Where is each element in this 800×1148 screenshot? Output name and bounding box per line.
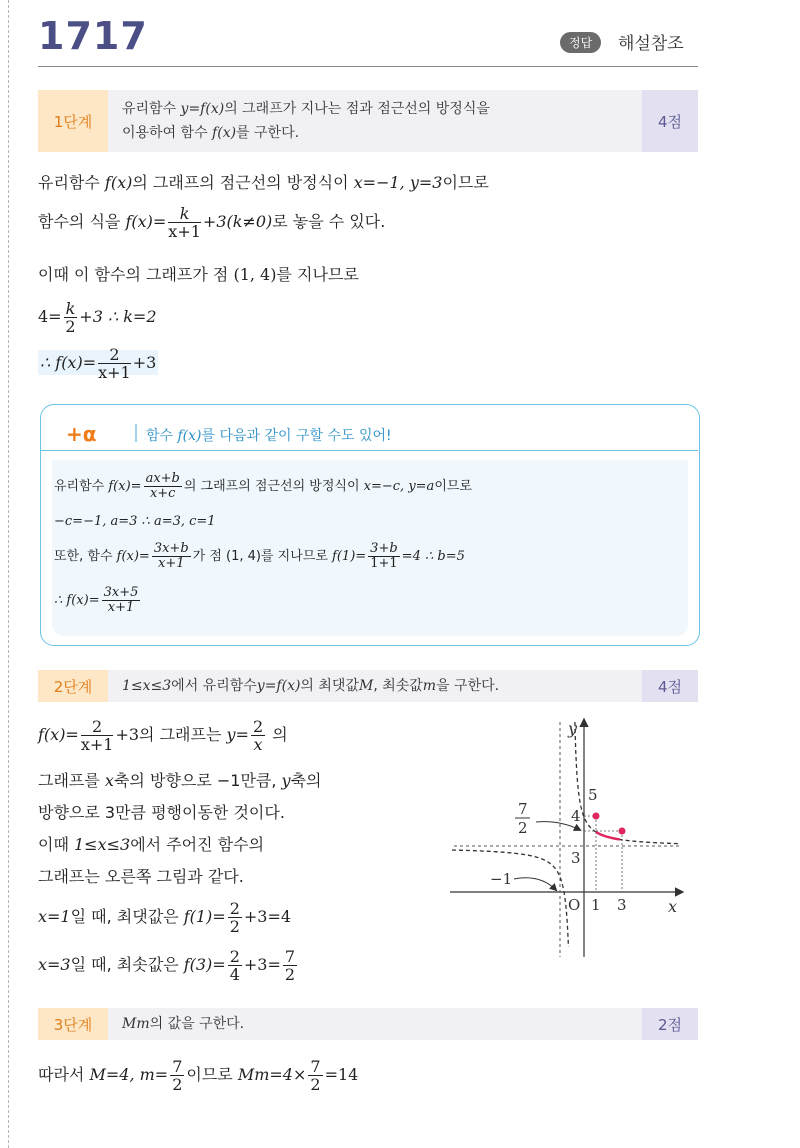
step3-bar (38, 1008, 698, 1040)
sol1-result (38, 346, 158, 381)
math: x=1 (38, 907, 71, 926)
text: 이므로 (186, 1065, 238, 1084)
text: 이므로 (434, 479, 472, 494)
math: +3 (132, 353, 157, 372)
step1-desc-math: f(x) (212, 125, 237, 141)
fraction (283, 948, 297, 983)
fraction (368, 542, 400, 571)
text: 함수의 식을 (38, 212, 126, 231)
step2-bar (38, 670, 698, 702)
sol1-line3 (38, 262, 359, 285)
denominator: x+1 (157, 556, 185, 571)
text: 에서 유리함수 (171, 678, 257, 694)
step3-points: 2점 (642, 1008, 698, 1040)
denominator: 2 (172, 1075, 183, 1094)
math: y=f(x) (256, 678, 301, 694)
math: +3(k≠0) (202, 212, 273, 231)
fraction (102, 586, 141, 615)
text: 에서 주어진 함수의 (130, 835, 265, 854)
answer-reference: 해설참조 (618, 34, 684, 54)
math: =14 (324, 1065, 359, 1084)
text: 가 점 (1, 4)를 지나므로 (192, 549, 333, 564)
curve-left-branch (452, 850, 568, 947)
math: y (281, 771, 291, 790)
math: −c=−1, a=3 ∴ a=3, c=1 (54, 514, 216, 529)
denominator: 4 (229, 965, 240, 984)
tick-y3: 3 (571, 849, 581, 867)
math: +3 ∴ k=2 (79, 307, 157, 326)
numerator: 2 (81, 718, 114, 736)
math: +3= (243, 955, 281, 974)
step1-bar (38, 90, 698, 152)
tip-line4 (54, 586, 142, 615)
denominator: x+1 (98, 363, 131, 382)
text: 의 값을 구한다. (149, 1016, 245, 1032)
answer-badge: 정답 (560, 32, 601, 53)
numerator: 2 (229, 947, 240, 966)
text: 를 다음과 같이 구할 수도 있어! (201, 428, 392, 444)
fraction (152, 542, 191, 571)
text: , 최솟값 (373, 678, 423, 694)
fraction (168, 205, 201, 240)
denominator: x+1 (80, 735, 114, 754)
tick-y5: 5 (588, 786, 598, 804)
x-axis-label: x (668, 897, 678, 916)
text: 의 (267, 725, 288, 744)
tip-line1 (54, 472, 472, 501)
math: 4= (38, 307, 62, 326)
math: Mm (122, 1016, 150, 1032)
denominator: x+c (149, 486, 176, 501)
page-margin-guide (8, 0, 9, 1148)
math: M=4, m= (89, 1065, 169, 1084)
math: f(x) (177, 428, 202, 444)
math: x=−c, y=a (363, 479, 435, 494)
math: f(1)= (183, 907, 226, 926)
text: 이므로 (442, 173, 489, 192)
result-highlight (38, 345, 158, 382)
text: 축의 방향으로 −1만큼, (113, 771, 282, 790)
header-divider (38, 66, 698, 67)
numerator: 2 (98, 346, 131, 364)
sol2-line7 (38, 948, 299, 983)
label-frac-den: 2 (518, 819, 528, 837)
function-graph (440, 712, 690, 962)
fraction (98, 346, 131, 381)
numerator: 3+b (370, 541, 398, 556)
tick-x3: 3 (617, 896, 627, 914)
step1-desc-math: y=f(x) (180, 101, 225, 117)
math: f(1)= (332, 549, 367, 564)
math: =4 ∴ b=5 (401, 549, 465, 564)
denominator: 2 (310, 1075, 321, 1094)
step1-label: 1단계 (38, 90, 108, 152)
math: f(x) (104, 173, 133, 192)
step1-desc-text: 이용하여 함수 (122, 125, 213, 141)
numerator: 7 (284, 947, 296, 966)
math: +3 (115, 725, 140, 744)
problem-number: 1717 (38, 14, 148, 58)
math: ∴ f(x)= (40, 353, 97, 372)
label-frac-num: 7 (518, 800, 528, 818)
math: x=−1, y=3 (353, 173, 443, 192)
numerator: 7 (310, 1057, 321, 1076)
text: 일 때, 최솟값은 (70, 955, 184, 974)
tip-line3 (54, 542, 465, 571)
sol2-line4 (38, 832, 264, 855)
label-neg1: −1 (490, 870, 513, 888)
text: 축의 (290, 771, 322, 790)
fraction (144, 472, 182, 501)
fraction (81, 718, 114, 753)
text: 의 그래프는 (139, 725, 227, 744)
step2-points: 4점 (642, 670, 698, 702)
sol2-line5: 그래프는 오른쪽 그림과 같다. (38, 867, 244, 886)
math: Mm=4× (237, 1065, 307, 1084)
sol2-line6 (38, 900, 291, 935)
denominator: x+1 (107, 600, 135, 615)
math: f(x)= (125, 212, 167, 231)
math: f(x)= (116, 549, 150, 564)
numerator: 7 (172, 1057, 183, 1076)
denominator: 1+1 (370, 556, 398, 571)
step2-label: 2단계 (38, 670, 108, 702)
step1-description (108, 90, 642, 152)
step1-desc-text: 의 그래프가 지나는 점과 점근선의 방정식을 (224, 101, 490, 117)
max-point (593, 813, 600, 820)
math: (1, 4) (233, 265, 277, 284)
text: 유리함수 (38, 173, 105, 192)
math: f(x)= (38, 725, 79, 744)
tip-header (40, 420, 698, 450)
text: 로 놓을 수 있다. (272, 212, 386, 231)
tip-title (146, 425, 392, 445)
denominator: 2 (284, 965, 296, 984)
tip-line2 (54, 514, 216, 529)
step1-desc-text: 를 구한다. (236, 125, 300, 141)
sol1-line4 (38, 300, 157, 335)
pointer-neg1 (514, 878, 556, 890)
fraction (251, 718, 265, 753)
numerator: 2 (229, 899, 240, 918)
math: +3=4 (243, 907, 292, 926)
sol2-line2 (38, 768, 322, 791)
numerator: k (65, 299, 76, 318)
math: 1≤x≤3 (122, 678, 172, 694)
origin-label: O (568, 896, 581, 914)
sol2-line3: 방향으로 3만큼 평행이동한 것이다. (38, 803, 285, 822)
step3-label: 3단계 (38, 1008, 108, 1040)
tip-separator (40, 450, 698, 451)
text: 이때 이 함수의 그래프가 점 (38, 265, 234, 284)
text: 의 최댓값 (300, 678, 359, 694)
y-axis-label: y (568, 719, 578, 738)
numerator: 2 (252, 717, 264, 736)
step1-points: 4점 (642, 90, 698, 152)
denominator: 2 (65, 317, 76, 336)
text: 을 구한다. (436, 678, 500, 694)
fraction (64, 300, 78, 335)
math: m (422, 678, 437, 694)
curve-right-branch (575, 722, 680, 844)
numerator: k (168, 205, 201, 223)
numerator: 3x+b (153, 541, 189, 556)
text: 의 그래프의 점근선의 방정식이 (132, 173, 354, 192)
math: y= (226, 725, 249, 744)
text: 또한, 함수 (54, 549, 117, 564)
sol2-line1 (38, 718, 288, 753)
sol3-line1 (38, 1058, 358, 1093)
sol1-line2 (38, 205, 385, 240)
text: 일 때, 최댓값은 (70, 907, 184, 926)
curve-highlight-segment (596, 832, 620, 840)
step1-desc-text: 유리함수 (122, 101, 181, 117)
math: f(x)= (108, 479, 142, 494)
tip-badge: +α (66, 422, 97, 446)
tick-y4: 4 (571, 807, 581, 825)
text: 유리함수 (54, 479, 109, 494)
denominator: x (253, 735, 263, 754)
fraction (308, 1058, 322, 1093)
math: M (358, 678, 374, 694)
fraction (170, 1058, 184, 1093)
text: 이때 (38, 835, 74, 854)
math: ∴ f(x)= (54, 593, 100, 608)
numerator: 3x+5 (103, 585, 139, 600)
math: f(3)= (183, 955, 226, 974)
sol1-line1 (38, 170, 489, 193)
text: 를 지나므로 (276, 265, 359, 284)
numerator: ax+b (145, 471, 180, 486)
math: x=3 (38, 955, 71, 974)
text: 그래프를 (38, 771, 105, 790)
fraction (228, 948, 242, 983)
tip-title-divider (135, 424, 137, 442)
denominator: 2 (229, 917, 240, 936)
tick-x1: 1 (591, 896, 601, 914)
text: 의 그래프의 점근선의 방정식이 (183, 479, 364, 494)
fraction (228, 900, 242, 935)
step3-description (108, 1008, 642, 1040)
math: x (104, 771, 114, 790)
step2-description (108, 670, 642, 702)
min-point (619, 828, 626, 835)
text: 따라서 (38, 1065, 90, 1084)
text: 함수 (146, 428, 178, 444)
math: 1≤x≤3 (74, 835, 131, 854)
denominator: x+1 (168, 222, 201, 241)
